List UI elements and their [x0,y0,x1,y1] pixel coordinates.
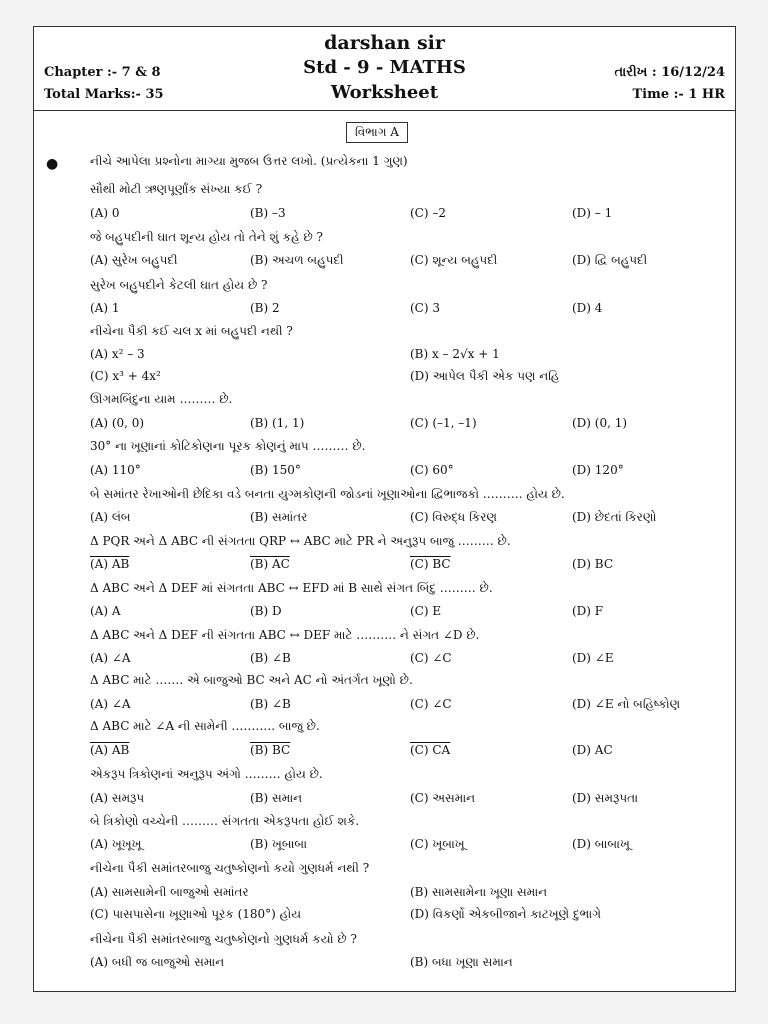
option-a: (A) ∠A [90,651,131,665]
option-a: (A) બધી જ બાજુઓ સમાન [90,955,225,969]
option-d: (D) AC [572,743,613,757]
option-c: (C) ∠C [410,697,452,711]
option-c: (C) BC [410,557,451,571]
instruction: નીચે આપેલા પ્રશ્નોના માગ્યા મુજબ ઉત્તર લખો. (પ્રત્યેકના 1 ગુણ) [90,154,408,168]
option-d: (D) 4 [572,301,603,315]
option-b: (B) (1, 1) [250,416,305,430]
option-b: (B) ∠B [250,697,291,711]
question-11: Δ ABC માટે ……. એ બાજુઓ BC અને AC નો અંતર્ગત ખૂણો છે. [90,673,413,687]
option-c: (C) અસમાન [410,791,476,805]
option-d: (D) BC [572,557,614,571]
option-a: (A) સમરૂપ [90,791,145,805]
document-type: Worksheet [330,82,439,103]
question-14: બે ત્રિકોણો વચ્ચેની ……… સંગતતા એકરૂપતા હોઈ શકે. [90,814,360,828]
question-8: Δ PQR અને Δ ABC ની સંગતતા QRP ↔ ABC માટે PR ને અનુરૂપ બાજુ ……… છે. [90,534,511,548]
question-3: સુરેખ બહુપદીને કેટલી ઘાત હોય છે ? [90,278,268,292]
option-d: (D) – 1 [572,206,613,220]
question-13: એકરૂપ ત્રિકોણનાં અનુરૂપ અંગો ……… હોય છે. [90,767,323,781]
option-b: (B) અચળ બહુપદી [250,253,344,267]
option-b: (B) AC [250,557,290,571]
question-1: સૌથી મોટી ઋણપૂર્ણાંક સંખ્યા કઈ ? [90,182,263,196]
option-b: (B) ∠B [250,651,291,665]
option-d: (D) સમરૂપતા [572,791,639,805]
option-a: (A) સામસામેની બાજુઓ સમાંતર [90,885,249,899]
option-b: (B) સામસામેના ખૂણા સમાન [410,885,548,899]
question-6: 30° ના ખૂણાનાં કોટિકોણના પૂરક કોણનું માપ ……… છે. [90,439,366,453]
option-d: (D) બાબાખૂ [572,837,630,851]
option-a: (A) x² – 3 [90,347,145,361]
option-a: (A) ખૂખૂખૂ [90,837,142,851]
question-5: ઊગમબિંદુના યામ ……… છે. [90,392,233,406]
option-c: (C) E [410,604,442,618]
option-c: (C) પાસપાસેના ખૂણાઓ પૂરક (180°) હોય [90,907,302,921]
option-d: (D) ∠E નો બહિષ્કોણ [572,697,681,711]
time-label: Time :- 1 HR [632,87,725,102]
option-d: (D) (0, 1) [572,416,628,430]
option-b: (B) સમાન [250,791,303,805]
option-b: (B) D [250,604,282,618]
option-c: (C) શૂન્ય બહુપદી [410,253,498,267]
option-a: (A) AB [90,743,130,757]
option-a: (A) લંબ [90,510,131,524]
option-d: (D) F [572,604,604,618]
worksheet-header [34,27,735,111]
option-d: (D) 120° [572,463,624,477]
date-label: તારીખ : 16/12/24 [614,65,725,80]
option-b: (B) બધા ખૂણા સમાન [410,955,513,969]
option-b: (B) –3 [250,206,286,220]
option-c: (C) વિરુદ્ધ કિરણ [410,510,497,524]
option-d: (D) દ્વિ બહુપદી [572,253,648,267]
option-b: (B) x – 2√x + 1 [410,347,500,361]
option-b: (B) સમાંતર [250,510,308,524]
option-a: (A) A [90,604,121,618]
option-c: (C) 3 [410,301,440,315]
question-9: Δ ABC અને Δ DEF માં સંગતતા ABC ↔ EFD માં B સાથે સંગત બિંદુ ……… છે. [90,581,493,595]
option-d: (D) આપેલ પૈકી એક પણ નહિ [410,369,560,383]
question-7: બે સમાંતર રેખાઓની છેદિકા વડે બનતા યુગ્મકોણની જોડનાં ખૂણાઓના દ્વિભાજકો ………. હોય છે. [90,487,565,501]
option-d: (D) વિકર્ણો એકબીજાને કાટખૂણે દુભાગે [410,907,601,921]
option-c: (C) 60° [410,463,454,477]
option-a: (A) AB [90,557,130,571]
option-b: (B) 150° [250,463,301,477]
option-c: (C) x³ + 4x² [90,369,161,383]
total-marks: Total Marks:- 35 [44,87,164,102]
option-d: (D) છેદતાં કિરણો [572,510,657,524]
option-a: (A) (0, 0) [90,416,145,430]
option-a: (A) 1 [90,301,120,315]
option-b: (B) ખૂબાબા [250,837,308,851]
section-label: વિભાગ A [346,122,408,143]
question-10: Δ ABC અને Δ DEF ની સંગતતા ABC ↔ DEF માટે ………. ને સંગત ∠D છે. [90,628,480,642]
question-15: નીચેના પૈકી સમાંતરબાજુ ચતુષ્કોણનો કયો ગુણધર્મ નથી ? [90,861,370,875]
option-c: (C) CA [410,743,451,757]
question-12: Δ ABC માટે ∠A ની સામેની ……….. બાજુ છે. [90,719,320,733]
option-a: (A) 0 [90,206,120,220]
option-c: (C) –2 [410,206,446,220]
option-d: (D) ∠E [572,651,614,665]
option-b: (B) 2 [250,301,280,315]
subject-title: Std - 9 - MATHS [303,57,466,78]
option-c: (C) ખૂબાખૂ [410,837,465,851]
question-16: નીચેના પૈકી સમાંતરબાજુ ચતુષ્કોણનો ગુણધર્મ કયો છે ? [90,932,357,946]
question-2: જે બહુપદીની ઘાત શૂન્ય હોય તો તેને શું કહે છે ? [90,230,323,244]
option-c: (C) (–1, –1) [410,416,477,430]
teacher-name: darshan sir [324,32,445,54]
option-a: (A) ∠A [90,697,131,711]
option-c: (C) ∠C [410,651,452,665]
chapter-label: Chapter :- 7 & 8 [44,65,161,80]
question-4: નીચેના પૈકી કઈ ચલ x માં બહુપદી નથી ? [90,324,293,338]
worksheet-page [33,26,736,992]
option-b: (B) BC [250,743,291,757]
option-a: (A) સુરેખ બહુપદી [90,253,178,267]
bullet: ● [46,156,59,172]
option-a: (A) 110° [90,463,141,477]
